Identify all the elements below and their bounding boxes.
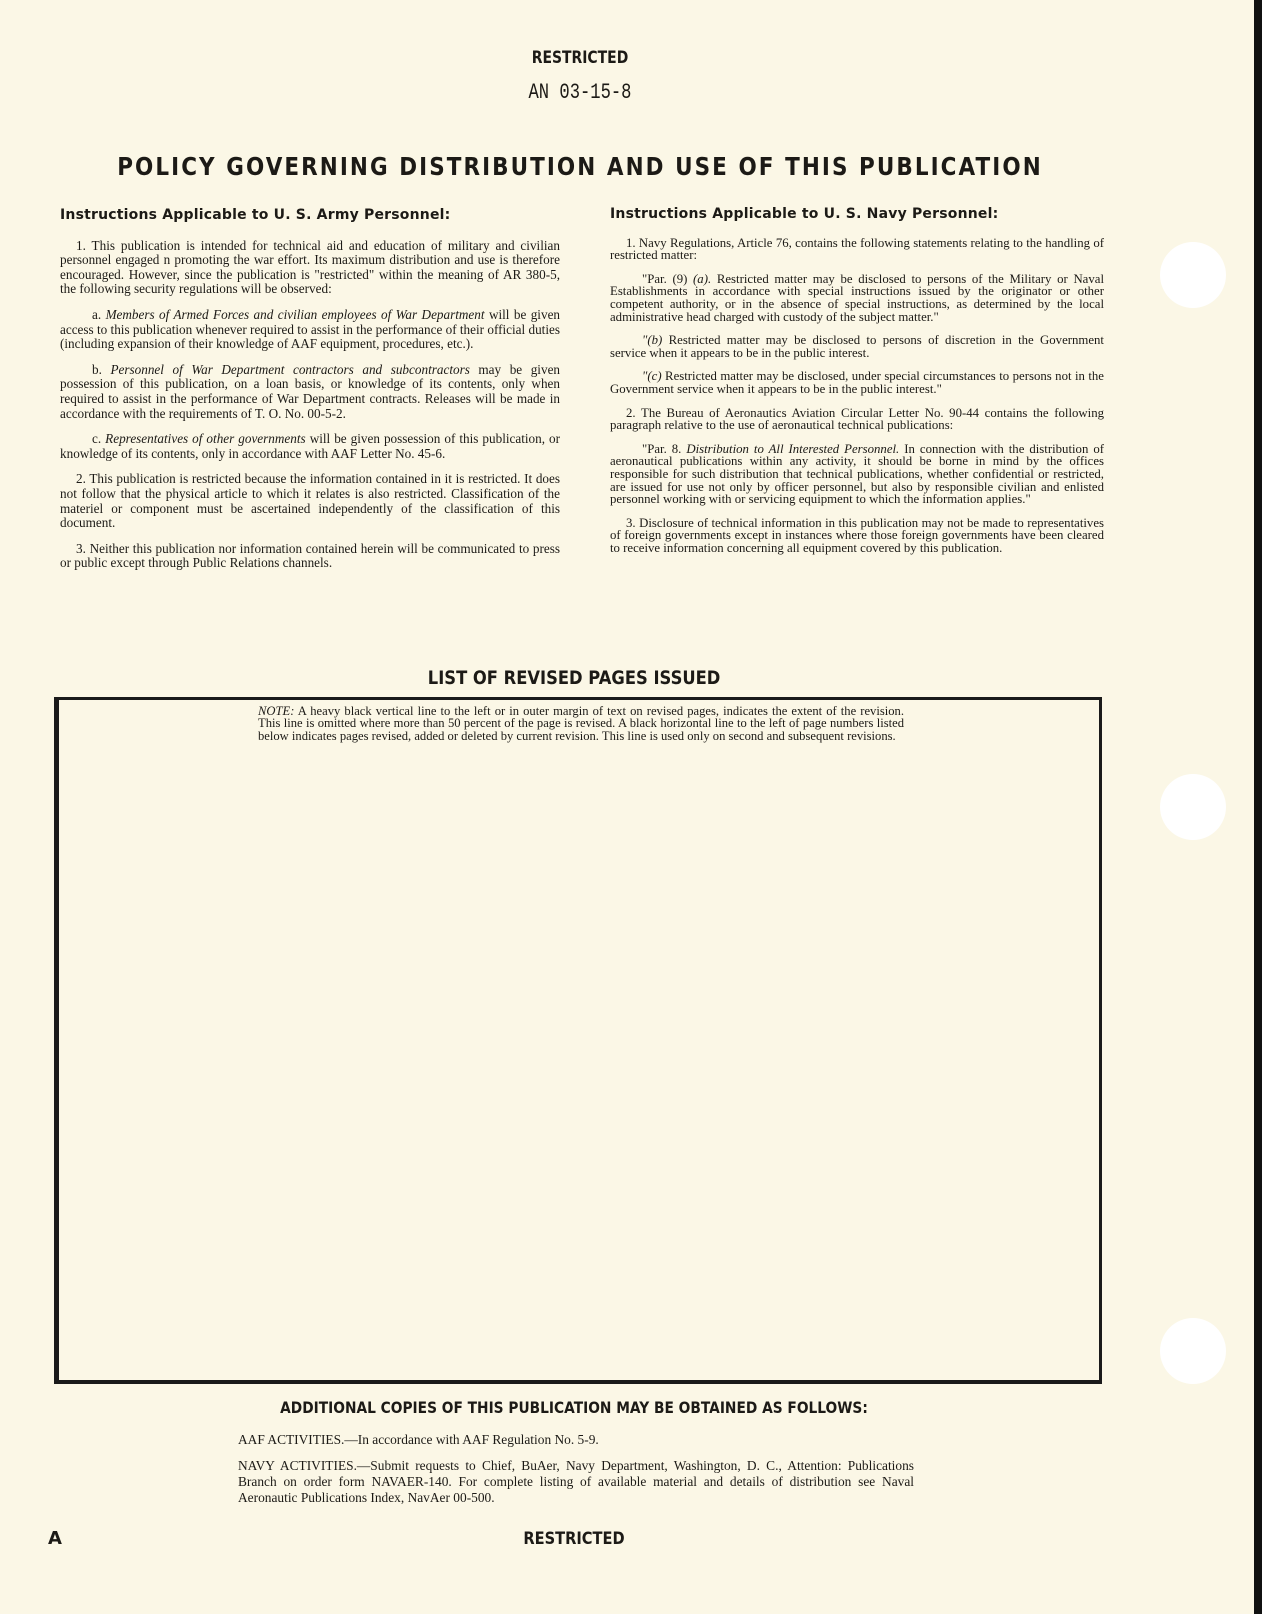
navy-quote-par8: "Par. 8. Distribution to All Interested Personnel. In connection with the distribution of aeronautical publications within any activity, it should be borne in mind by the offices responsible for such distribution that technical publications, whether confidential or restricted, are issued for use not only by officer personnel, but also by responsible civilian and enlisted personnel working with or servicing equipment to which the information applies.": [610, 441, 1104, 507]
binder-hole-bottom: [1160, 1318, 1226, 1384]
page-edge-shadow: [1254, 0, 1262, 1614]
navy-para-1: 1. Navy Regulations, Article 76, contains the following statements relating to the handling of restricted matter:: [610, 235, 1104, 263]
navy-quote-a: "Par. (9) (a). Restricted matter may be disclosed to persons of the Military or Naval Establishments in accordance with special instructions issued by the originator or other competent authority, or in the absence of special instructions, as determined by the local administrative head charged with custody of the subject matter.": [610, 271, 1104, 324]
binder-hole-middle: [1160, 774, 1226, 840]
revised-pages-title-wrap: [0, 667, 1148, 689]
army-para-3: 3. Neither this publication nor information contained herein will be communicated to press or public except through Public Relations channels.: [60, 540, 560, 571]
revised-pages-box: [54, 697, 1102, 1384]
navy-para-2: 2. The Bureau of Aeronautics Aviation Circular Letter No. 90-44 contains the following paragraph relative to the use of aeronautical technical publications:: [610, 405, 1104, 433]
army-para-c: c. Representatives of other governments will be given possession of this publication, or knowledge of its contents, only in accordance with AAF Letter No. 45-6.: [60, 431, 561, 461]
army-para-2: 2. This publication is restricted because the information contained in it is restricted. It does not follow that the physical article to which it relates is also restricted. Classification of the materiel or component must be ascertained independently of the classification of this document.: [60, 471, 560, 531]
navy-activities: NAVY ACTIVITIES.—Submit requests to Chief, BuAer, Navy Department, Washington, D. C., Attention: Publications Branch on order form NAVAER-140. For complete listing of available material and details of distribution see Naval Aeronautic Publications Index, NavAer 00-500.: [238, 1458, 914, 1505]
document-number: AN 03-15-8: [528, 80, 632, 105]
army-heading: Instructions Applicable to U. S. Army Personnel:: [60, 207, 451, 223]
revised-pages-title: LIST OF REVISED PAGES ISSUED: [427, 667, 721, 689]
binder-hole-top: [1160, 242, 1226, 308]
revision-note: NOTE: A heavy black vertical line to the left or in outer margin of text on revised pages, indicates the extent of the revision. This line is omitted where more than 50 percent of the page is revised. A black horizontal line to the left of page numbers listed below indicates pages revised, added or deleted by current revision. This line is used only on second and subsequent revisions.: [258, 704, 904, 743]
navy-heading: Instructions Applicable to U. S. Navy Personnel:: [610, 206, 999, 222]
navy-instructions: [610, 208, 1104, 565]
additional-copies-title: ADDITIONAL COPIES OF THIS PUBLICATION MAY BE OBTAINED AS FOLLOWS:: [280, 1398, 868, 1417]
navy-para-3: 3. Disclosure of technical information in this publication may not be made to representatives of foreign governments except in instances where those foreign governments have been cleared to receive information concerning all equipment covered by this publication.: [610, 515, 1104, 555]
army-para-a: a. Members of Armed Forces and civilian employees of War Department will be given access to this publication whenever required to assist in the performance of their official duties (including expansion of their knowledge of AAF equipment, procedures, etc.).: [60, 306, 561, 352]
aaf-activities: AAF ACTIVITIES.—In accordance with AAF Regulation No. 5-9.: [238, 1432, 599, 1447]
footer-classification: RESTRICTED: [523, 1529, 625, 1549]
header-classification: RESTRICTED: [531, 48, 629, 68]
navy-quote-c: "(c) Restricted matter may be disclosed, under special circumstances to persons not in the Government service when it appears to be in the public interest.": [610, 369, 1104, 396]
navy-quote-b: "(b) Restricted matter may be disclosed to persons of discretion in the Government service when it appears to be in the public interest.: [610, 333, 1104, 360]
army-instructions: [60, 208, 560, 582]
page-letter: A: [48, 1528, 62, 1549]
army-para-b: b. Personnel of War Department contractors and subcontractors may be given possession of this publication, on a loan basis, or knowledge of its contents, only when required to assist in the performance of War Department contracts. Releases will be made in accordance with the requirements of T. O. No. 00-5-2.: [60, 361, 561, 421]
page-title: POLICY GOVERNING DISTRIBUTION AND USE OF THIS PUBLICATION: [117, 152, 1043, 181]
army-para-1: 1. This publication is intended for technical aid and education of military and civilian personnel engaged n promoting the war effort. Its maximum distribution and use is therefore encouraged. However, since the publication is "restricted" within the meaning of AR 380-5, the following security regulations will be observed:: [60, 237, 560, 297]
